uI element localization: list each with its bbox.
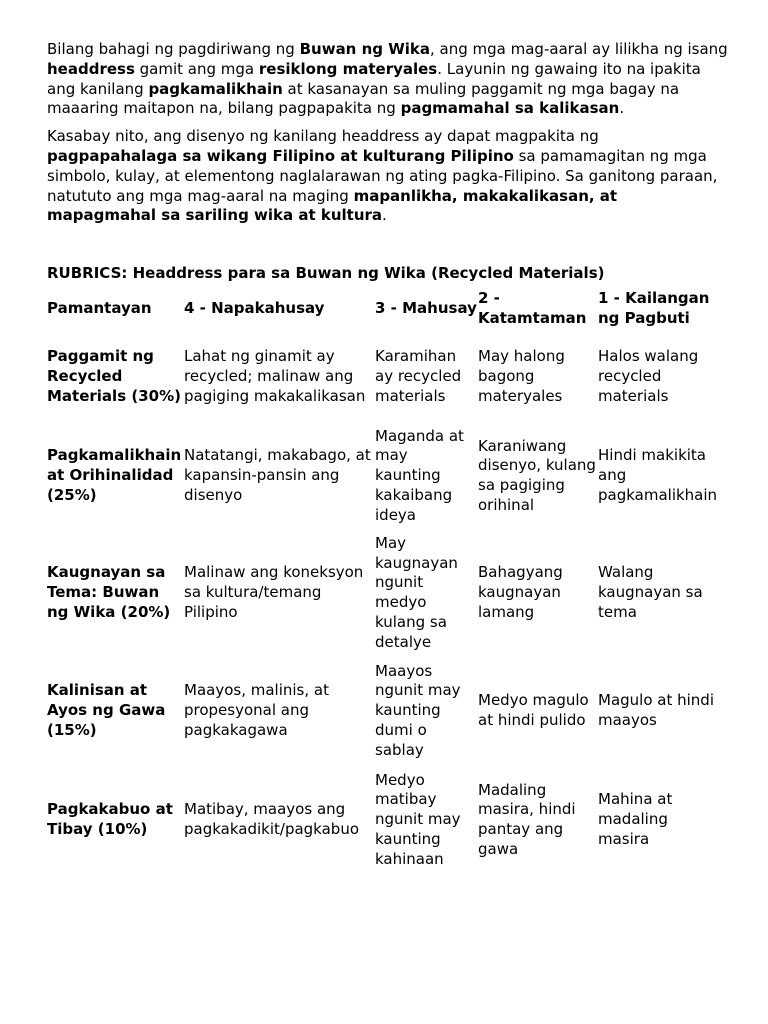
- rubric-header-row: [47, 289, 722, 331]
- rating-cell: Karaniwang disenyo, kulang sa pagiging orihinal: [478, 436, 596, 514]
- rating-cell: Bahagyang kaugnayan lamang: [478, 563, 563, 622]
- criterion-cell: Kalinisan at Ayos ng Gawa (15%): [47, 681, 166, 740]
- text-run: .: [619, 99, 625, 118]
- header-level-4: 4 - Napakahusay: [184, 299, 325, 318]
- text-run: sa pamamagitan ng mga simbolo, kulay, at elementong naglalarawan ng ating pagka-Filipino. Sa ganitong paraan, natututo ang mga mag-aaral na maging: [47, 146, 718, 205]
- bold-phrase: pagmamahal sa kalikasan: [400, 99, 620, 118]
- bold-phrase: Buwan ng Wika: [299, 40, 431, 58]
- rating-cell: Medyo matibay ngunit may kaunting kahinaan: [375, 770, 461, 868]
- text-run: .: [382, 206, 387, 225]
- rating-cell: May halong bagong materyales: [478, 347, 565, 406]
- rating-cell: Karamihan ay recycled materials: [375, 347, 462, 406]
- header-level-1: 1 - Kailangan ng Pagbuti: [598, 289, 710, 328]
- rating-cell: Medyo magulo at hindi pulido: [478, 691, 589, 730]
- criterion-cell: Kaugnayan sa Tema: Buwan ng Wika (20%): [47, 563, 171, 622]
- rating-cell: Walang kaugnayan sa tema: [598, 563, 703, 622]
- rating-cell: Maganda at may kaunting kakaibang ideya: [375, 426, 464, 524]
- text-run: . Layunin ng gawaing ito na ipakita ang kanilang: [47, 59, 701, 98]
- bold-phrase: headdress: [47, 59, 135, 78]
- rating-cell: Natatangi, makabago, at kapansin-pansin ang disenyo: [184, 446, 371, 505]
- text-run: at kasanayan sa muling paggamit ng mga bagay na maaaring maitapon na, bilang pagpapakita ng: [47, 79, 680, 118]
- rating-cell: Matibay, maayos ang pagkakadikit/pagkabuo: [184, 800, 359, 839]
- rubric-row: [47, 765, 722, 875]
- rubric-table: [47, 289, 722, 875]
- rating-cell: Hindi makikita ang pagkamalikhain: [598, 446, 718, 505]
- header-level-3: 3 - Mahusay: [375, 299, 477, 318]
- rubric-row: [47, 423, 722, 529]
- rubric-row: [47, 657, 722, 765]
- rating-cell: Lahat ng ginamit ay recycled; malinaw ang pagiging makakalikasan: [184, 347, 366, 406]
- rubric-title: RUBRICS: Headdress para sa Buwan ng Wika (Recycled Materials): [47, 264, 605, 283]
- criterion-cell: Pagkamalikhain at Orihinalidad (25%): [47, 446, 182, 505]
- intro-paragraph-1: [47, 40, 728, 119]
- text-run: , ang mga mag-aaral ay lilikha ng isang: [430, 40, 728, 58]
- rating-cell: Malinaw ang koneksyon sa kultura/temang Pilipino: [184, 563, 364, 622]
- rating-cell: May kaugnayan ngunit medyo kulang sa detalye: [375, 533, 458, 651]
- rating-cell: Halos walang recycled materials: [598, 347, 699, 406]
- text-run: gamit ang mga: [134, 59, 259, 78]
- bold-phrase: pagkamalikhain: [148, 79, 283, 98]
- bold-phrase: mapanlikha, makakalikasan, at mapagmahal sa sariling wika at kultura: [47, 186, 618, 225]
- text-run: Bilang bahagi ng pagdiriwang ng: [47, 40, 300, 58]
- header-criterion: Pamantayan: [47, 299, 152, 318]
- bold-phrase: resiklong materyales: [258, 59, 438, 78]
- rating-cell: Mahina at madaling masira: [598, 790, 673, 849]
- criterion-cell: Pagkakabuo at Tibay (10%): [47, 800, 173, 839]
- header-level-2: 2 - Katamtaman: [478, 289, 587, 328]
- rating-cell: Madaling masira, hindi pantay ang gawa: [478, 780, 576, 858]
- rating-cell: Maayos, malinis, at propesyonal ang pagkakagawa: [184, 681, 329, 740]
- rating-cell: Maayos ngunit may kaunting dumi o sablay: [375, 661, 461, 759]
- criterion-cell: Paggamit ng Recycled Materials (30%): [47, 347, 181, 406]
- intro-paragraph-2: [47, 127, 728, 226]
- rubric-row: [47, 529, 722, 657]
- bold-phrase: pagpapahalaga sa wikang Filipino at kulturang Pilipino: [47, 146, 514, 165]
- text-run: Kasabay nito, ang disenyo ng kanilang headdress ay dapat magpakita ng: [47, 127, 599, 146]
- rating-cell: Magulo at hindi maayos: [598, 691, 714, 730]
- rubric-row: [47, 331, 722, 423]
